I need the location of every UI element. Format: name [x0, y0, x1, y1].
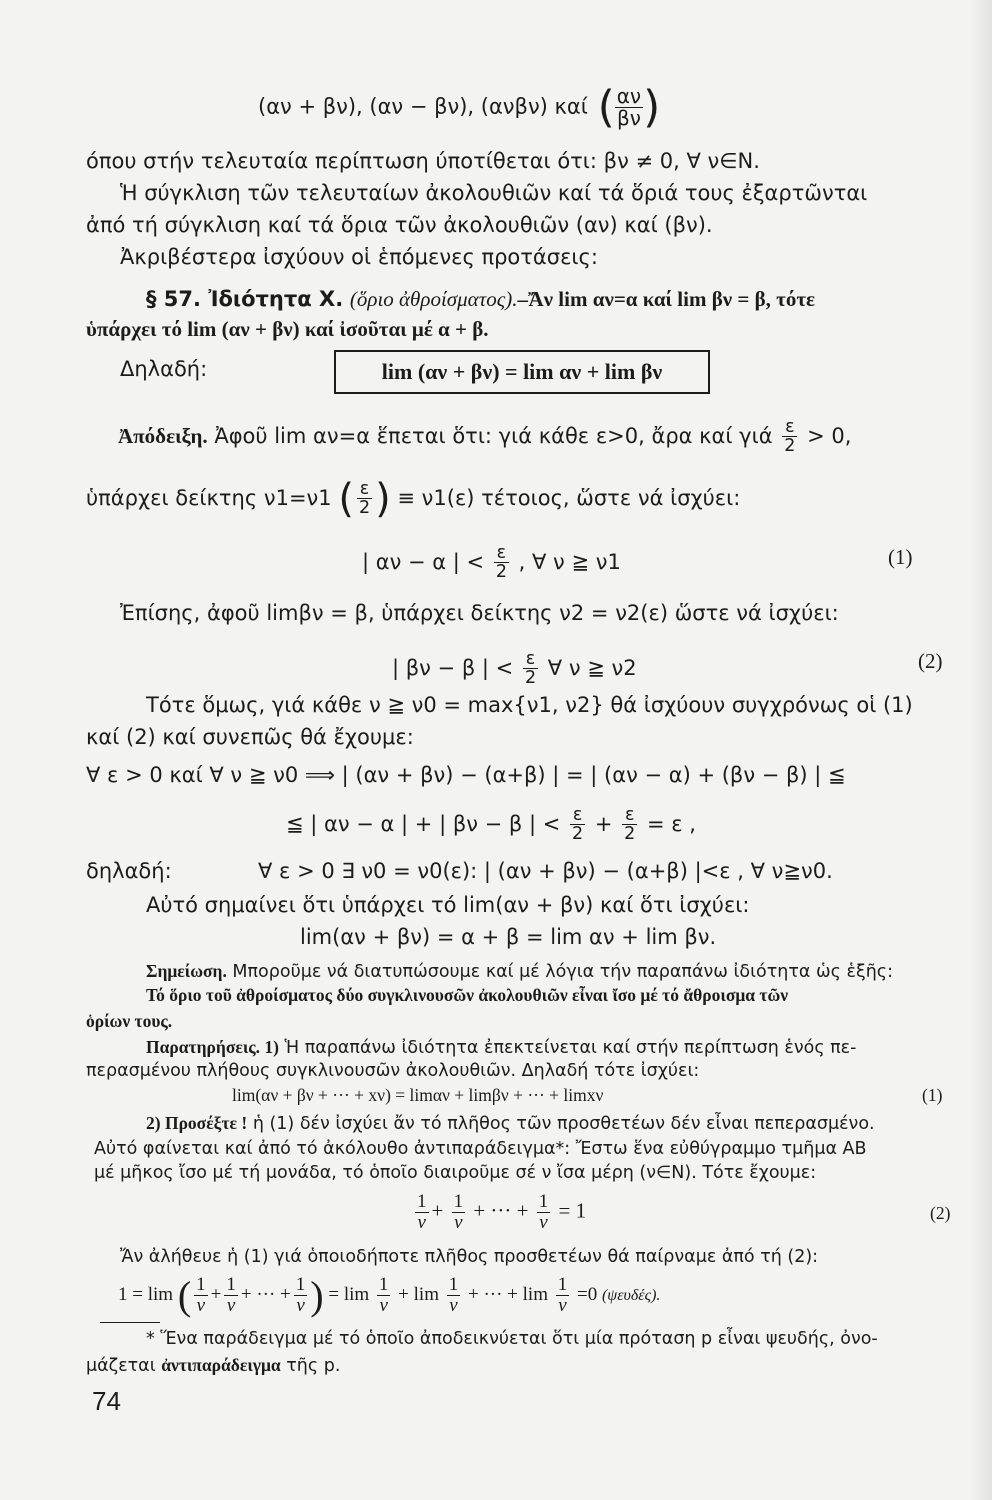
- frac-numerator: 1: [417, 1191, 427, 1212]
- text-line-25: περασμένου πλήθους συγκλινουσῶν ἀκολουθιῶν. Δηλαδή τότε ἰσχύει:: [86, 1061, 700, 1081]
- finite-sum-formula: lim(αν + βν + ··· + xν) = limαν + limβν + ··· + limxν: [232, 1085, 604, 1105]
- attention-label: 2) Προσέξτε !: [146, 1113, 248, 1133]
- frac-denominator: ν: [296, 1295, 305, 1316]
- frac-denominator: ν: [454, 1211, 463, 1233]
- frac-denominator: ν: [226, 1295, 236, 1316]
- one-over-nu: [447, 1275, 461, 1316]
- footnote-text-end: τῆς p.: [286, 1356, 341, 1376]
- text-line-2: όπου στήν τελευταία περίπτωση ύποτίθεται ότι: βν ≠ 0, ∀ ν∈N.: [86, 149, 760, 173]
- frac-denominator: 2: [624, 824, 636, 845]
- remarks-text: Ἡ παραπάνω ἰδιότητα ἐπεκτείνεται καί στήν περίπτωση ἑνός πε-: [284, 1038, 857, 1058]
- frac-numerator: ε: [523, 650, 538, 669]
- frac-denominator: 2: [524, 668, 537, 689]
- footnote-line-1: * Ἕνα παράδειγμα μέ τό ὁποῖο ἀποδεικνύεται ὅτι μία πρόταση p εἶναι ψευδής, ὀνο-: [146, 1329, 878, 1349]
- estimate-line: [286, 806, 696, 844]
- proof-label: Ἀπόδειξη.: [118, 423, 208, 448]
- one-over-nu: [452, 1192, 466, 1233]
- equation-tag-1: (1): [888, 545, 913, 569]
- epsilon-half-fraction: [494, 544, 509, 582]
- frac-numerator: αν: [616, 84, 642, 108]
- frac-numerator: ε: [782, 418, 797, 437]
- index-exists-line: [86, 475, 741, 522]
- property-statement: –Ἄν lim αν=α καί lim βν = β, τότε: [517, 287, 816, 311]
- frac-denominator: ν: [558, 1295, 567, 1316]
- frac-denominator: ν: [196, 1295, 206, 1316]
- ineq-right: ∀ ν ≧ ν2: [547, 655, 637, 680]
- frac-numerator: 1: [196, 1274, 206, 1296]
- frac-numerator: 1: [295, 1274, 306, 1296]
- index-text-end: ≡ ν1(ε) τέτοιος, ὥστε νά ἰσχύει:: [397, 485, 741, 510]
- footnote-rule: [100, 1322, 160, 1323]
- definition-line: ∀ ε > 0 ∃ ν0 = ν0(ε): | (αν + βν) − (α+β) |<ε , ∀ ν≧ν0.: [258, 859, 833, 883]
- text-line-3: Ἡ σύγκλιση τῶν τελευταίων ἀκολουθιῶν καί τά ὅριά τους ἐξαρτῶνται: [120, 181, 868, 205]
- text-line-28: Αὐτό φαίνεται καί ἀπό τό ἀκόλουθο ἀντιπαράδειγμα*: Ἔστω ἕνα εὐθύγραμμο τμῆμα AB: [94, 1139, 867, 1159]
- one-over-nu: [556, 1275, 570, 1316]
- frac-numerator: 1: [226, 1274, 236, 1296]
- frac-denominator: 2: [784, 436, 796, 457]
- quotient-fraction: [597, 81, 661, 133]
- frac-numerator: ε: [622, 806, 637, 825]
- right-paren: ): [375, 475, 391, 522]
- frac-numerator: ε: [357, 480, 372, 499]
- attention-line: [146, 1112, 875, 1135]
- lim-eq: = lim: [328, 1283, 370, 1305]
- one-over-nu: [377, 1275, 391, 1316]
- frac-denominator: ν: [417, 1211, 426, 1233]
- frac-numerator: 1: [538, 1191, 549, 1212]
- dots: + ··· +: [473, 1198, 529, 1223]
- frac-denominator: ν: [539, 1211, 548, 1233]
- frac-numerator: 1: [448, 1274, 459, 1296]
- equation-tag-3: (1): [922, 1085, 943, 1105]
- boxed-formula: lim (αν + βν) = lim αν + lim βν: [334, 350, 710, 394]
- footnote-term: ἀντιπαράδειγμα: [161, 1355, 281, 1375]
- result-formula: lim(αν + βν) = α + β = lim αν + lim βν.: [300, 925, 717, 949]
- equation-tag-2: (2): [918, 649, 943, 673]
- note-text: Μποροῦμε νά διατυπώσουμε καί μέ λόγια τήν παραπάνω ἰδιότητα ὡς ἑξῆς:: [232, 962, 893, 982]
- frac-numerator: 1: [453, 1191, 464, 1212]
- property-heading: [146, 286, 815, 312]
- frac-denominator: 2: [495, 562, 507, 583]
- left-paren: (: [597, 81, 615, 133]
- index-text: ὑπάρχει δείκτης ν1=ν1: [86, 485, 332, 510]
- lim-start: 1 = lim: [118, 1283, 174, 1305]
- frac-numerator: 1: [378, 1274, 389, 1296]
- one-over-nu: [224, 1275, 238, 1316]
- note-label: Σημείωση.: [146, 961, 227, 981]
- namely-label: Δηλαδή:: [120, 357, 208, 381]
- epsilon-half-fraction: [622, 806, 637, 844]
- equals-zero: =0: [576, 1283, 598, 1305]
- inequality-2: [392, 650, 637, 688]
- one-over-nu: [415, 1192, 429, 1233]
- one-over-nu: [537, 1192, 551, 1233]
- remarks-label: Παρατηρήσεις. 1): [146, 1037, 279, 1057]
- epsilon-half-fraction: [523, 650, 538, 688]
- namely-label-2: δηλαδή:: [86, 859, 172, 883]
- inequality-1: [362, 544, 621, 582]
- frac-denominator: ν: [449, 1295, 458, 1316]
- text-line-19: Αὐτό σημαίνει ὅτι ὑπάρχει τό lim(αν + βν) καί ὅτι ἰσχύει:: [146, 893, 750, 917]
- equation-tag-4: (2): [930, 1203, 951, 1223]
- partition-sum-formula: $\frac{1}{\nu}$ + $\frac{1}{\nu}$ + ··· + $\frac{1}{\nu}$ = 1: [417, 1191, 587, 1233]
- epsilon-half-fraction: [782, 418, 797, 456]
- equals-one: = 1: [558, 1198, 587, 1223]
- frac-numerator: ε: [494, 544, 509, 563]
- ineq-left: | βν − β | <: [392, 655, 514, 680]
- frac-numerator: ε: [570, 806, 585, 825]
- proof-text-end: > 0,: [807, 423, 852, 448]
- note-line: [146, 960, 893, 983]
- text-line-12: Ἐπίσης, ἀφοῦ limβν = β, ὑπάρχει δείκτης ν2 = ν2(ε) ὥστε νά ἰσχύει:: [120, 601, 839, 625]
- frac-denominator: 2: [572, 824, 584, 845]
- proof-line: [118, 418, 851, 456]
- operations-text: (αν + βν), (αν − βν), (ανβν) καί: [258, 94, 588, 119]
- estimate-left: ≦ | αν − α | + | βν − β | <: [286, 811, 561, 836]
- plus-sign: +: [594, 811, 613, 836]
- text-line-15: καί (2) καί συνεπῶς θά ἔχουμε:: [86, 725, 414, 749]
- property-statement-cont: ὑπάρχει τό lim (αν + βν) καί ἰσοῦται μέ α + β.: [86, 317, 489, 341]
- frac-numerator: 1: [557, 1274, 568, 1296]
- page-edge-shadow: [970, 0, 992, 1500]
- remarks-line: [146, 1036, 856, 1059]
- frac-denominator: 2: [358, 498, 371, 519]
- one-over-nu: [294, 1275, 308, 1316]
- text-line-5: Ἀκριβέστερα ἰσχύουν οἱ ἑπόμενες προτάσεις:: [120, 245, 598, 269]
- lim-dots: + ··· + lim: [467, 1283, 548, 1305]
- frac-denominator: ν: [379, 1295, 388, 1316]
- text-line-29: μέ μῆκος ἴσο μέ τή μονάδα, τό ὁποῖο διαιροῦμε σέ ν ἴσα μέρη (ν∈N). Τότε ἔχουμε:: [94, 1163, 817, 1183]
- ineq-right: , ∀ ν ≧ ν1: [518, 549, 621, 574]
- text-line-14: Τότε ὅμως, γιά κάθε ν ≧ ν0 = max{ν1, ν2} θά ἰσχύουν συγχρόνως οἱ (1): [146, 693, 913, 717]
- epsilon-half-fraction: [570, 806, 585, 844]
- right-paren: ): [643, 81, 661, 133]
- left-paren: (: [177, 1273, 192, 1318]
- property-subtitle: (ὅριο ἀθροίσματος).: [349, 287, 518, 311]
- section-number: § 57. Ἰδιότητα X.: [146, 287, 344, 311]
- implication-line: ∀ ε > 0 καί ∀ ν ≧ ν0 ⟹ | (αν + βν) − (α+β) | = | (αν − α) + (βν − β) | ≦: [86, 763, 846, 787]
- note-statement-end: ὁρίων τους.: [86, 1011, 173, 1031]
- epsilon-half-fraction: [357, 480, 372, 518]
- false-note: (ψευδές).: [601, 1286, 661, 1304]
- right-paren: ): [310, 1273, 324, 1318]
- one-over-nu: [194, 1275, 208, 1316]
- proof-text: Ἀφοῦ lim αν=α ἕπεται ὅτι: γιά κάθε ε>0, ἄρα καί γιά: [214, 423, 773, 448]
- frac-denominator: βν: [616, 106, 641, 130]
- sequence-operations-line: [258, 81, 663, 133]
- footnote-text: μάζεται: [86, 1356, 156, 1376]
- left-paren: (: [338, 475, 354, 522]
- text-line-31: Ἄν ἀλήθευε ἡ (1) γιά ὁποιοδήποτε πλῆθος προσθετέων θά παίρναμε ἀπό τή (2):: [120, 1247, 819, 1267]
- dots: + ··· +: [240, 1283, 291, 1305]
- attention-text: ἡ (1) δέν ἰσχύει ἄν τό πλῆθος τῶν προσθετέων δέν εἶναι πεπερασμένο.: [252, 1114, 875, 1134]
- lim-plus: + lim: [398, 1283, 439, 1305]
- note-statement: Τό ὅριο τοῦ ἀθροίσματος δύο συγκλινουσῶν ἀκολουθιῶν εἶναι ἴσο μέ τό ἄθροισμα τῶν: [146, 985, 789, 1005]
- text-line-4: ἀπό τή σύγκλιση καί τά ὅρια τῶν ἀκολουθιῶν (αν) καί (βν).: [86, 213, 713, 237]
- estimate-right: = ε ,: [646, 811, 696, 836]
- footnote-line-2: [86, 1354, 340, 1377]
- counterexample-formula: 1 = lim ( $\frac{1}{\nu}$ + $\frac{1}{\nu}$ + ··· + $\frac{1}{\nu}$ ) = lim $\frac{1}{\nu}$ + lim $\frac{1}{\nu}$ + ··· + lim $\frac{1}{\nu}$ =0 (ψευδές).: [118, 1273, 661, 1318]
- ineq-left: | αν − α | <: [362, 549, 485, 574]
- page-number: 74: [92, 1386, 121, 1416]
